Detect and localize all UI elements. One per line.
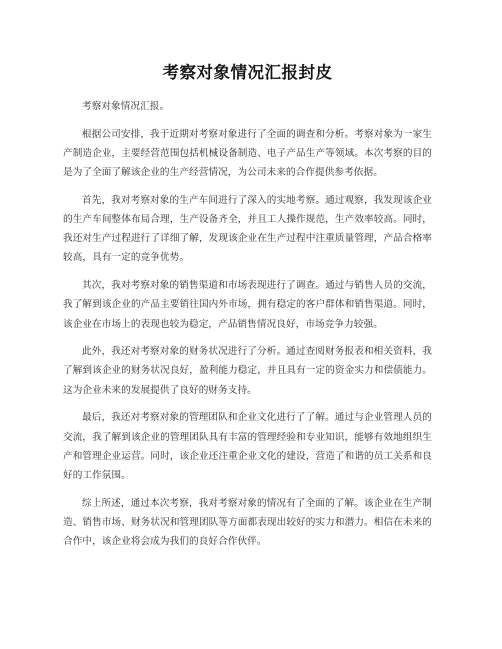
paragraph-production: 首先，我对考察对象的生产车间进行了深入的实地考察。通过观察，我发现该企业的生产车间整体布局合理，生产设备齐全，并且工人操作规范，生产效率较高。同时，我还对生产过程进行了详细了解，发现该企业在生产过程中注重质量管理，产品合格率较高，具有一定的竞争优势。	[63, 194, 432, 264]
paragraph-sales: 其次，我对考察对象的销售渠道和市场表现进行了调查。通过与销售人员的交流，我了解到该企业的产品主要销往国内外市场，拥有稳定的客户群体和销售渠道。同时，该企业在市场上的表现也较为稳定，产品销售情况良好，市场竞争力较强。	[63, 280, 432, 330]
paragraph-conclusion: 综上所述，通过本次考察，我对考察对象的情况有了全面的了解。该企业在生产制造、销售市场、财务状况和管理团队等方面都表现出较好的实力和潜力。相信在未来的合作中，该企业将会成为我们的良好合作伙伴。	[63, 497, 432, 548]
paragraph-background: 根据公司安排，我于近期对考察对象进行了全面的调查和分析。考察对象为一家生产制造企业，主要经营范围包括机械设备制造、电子产品生产等领域。本次考察的目的是为了全面了解该企业的生产经营情况，为公司未来的合作提供参考依据。	[63, 128, 432, 179]
paragraph-finance: 此外，我还对考察对象的财务状况进行了分析。通过查阅财务报表和相关资料，我了解到该企业的财务状况良好，盈利能力稳定，并且具有一定的资金实力和偿债能力。这为企业未来的发展提供了良好的财务支持。	[63, 346, 432, 396]
paragraph-management: 最后，我还对考察对象的管理团队和企业文化进行了了解。通过与企业管理人员的交流，我了解到该企业的管理团队具有丰富的管理经验和专业知识，能够有效地组织生产和管理企业运营。同时，该企业还注重企业文化的建设，营造了和谐的员工关系和良好的工作氛围。	[63, 412, 432, 481]
paragraph-intro: 考察对象情况汇报。	[82, 101, 170, 112]
document-body	[63, 97, 432, 551]
document-title: 考察对象情况汇报封皮	[162, 63, 333, 82]
